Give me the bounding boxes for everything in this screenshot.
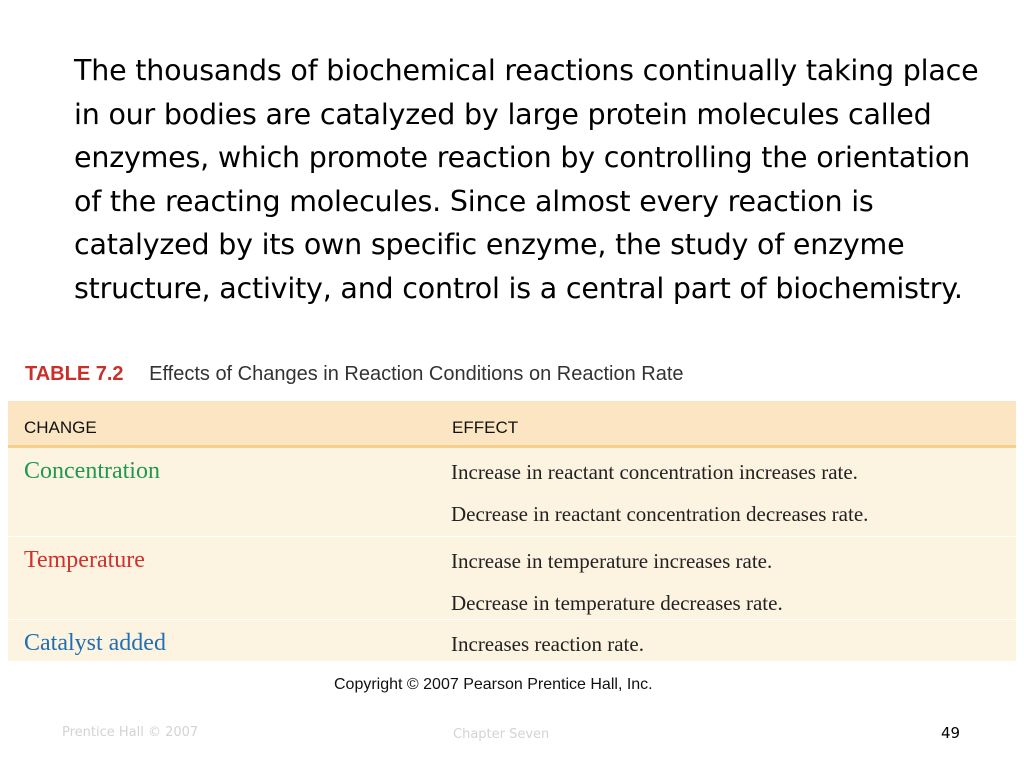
effect-text: Increase in temperature increases rate.	[451, 549, 773, 573]
table-caption: Effects of Changes in Reaction Conditions on Reaction Rate	[149, 363, 684, 385]
footer-chapter: Chapter Seven	[453, 727, 550, 742]
effect-list	[451, 460, 868, 544]
change-label-catalyst: Catalyst added	[24, 630, 166, 656]
table-header-row	[8, 401, 1016, 448]
effects-table	[8, 401, 1016, 661]
column-header-change: CHANGE	[24, 418, 97, 437]
table-number: TABLE 7.2	[25, 363, 124, 385]
table-row	[8, 448, 1016, 537]
footer-publisher: Prentice Hall © 2007	[62, 725, 199, 740]
effect-text: Decrease in reactant concentration decreases rate.	[451, 502, 869, 526]
change-label-concentration: Concentration	[24, 458, 160, 484]
table-row	[8, 620, 1016, 662]
page-number: 49	[941, 724, 961, 742]
table-row	[8, 537, 1016, 620]
change-label-temperature: Temperature	[24, 547, 145, 573]
intro-paragraph: The thousands of biochemical reactions continually taking place in our bodies are catalyzed by large protein molecules called enzymes, which promote reaction by controlling the orientation of the reacting molecules. Since almost every reaction is catalyzed by its own specific enzyme, the study of enzyme structure, activity, and control is a central part of biochemistry.	[74, 54, 979, 305]
column-header-effect: EFFECT	[452, 418, 519, 437]
copyright-notice: Copyright © 2007 Pearson Prentice Hall, Inc.	[334, 676, 653, 693]
effect-text: Decrease in temperature decreases rate.	[451, 591, 783, 615]
effect-text: Increases reaction rate.	[451, 632, 644, 656]
effect-text: Increase in reactant concentration increases rate.	[451, 460, 858, 484]
table-heading	[25, 363, 684, 386]
effect-list	[451, 632, 644, 674]
